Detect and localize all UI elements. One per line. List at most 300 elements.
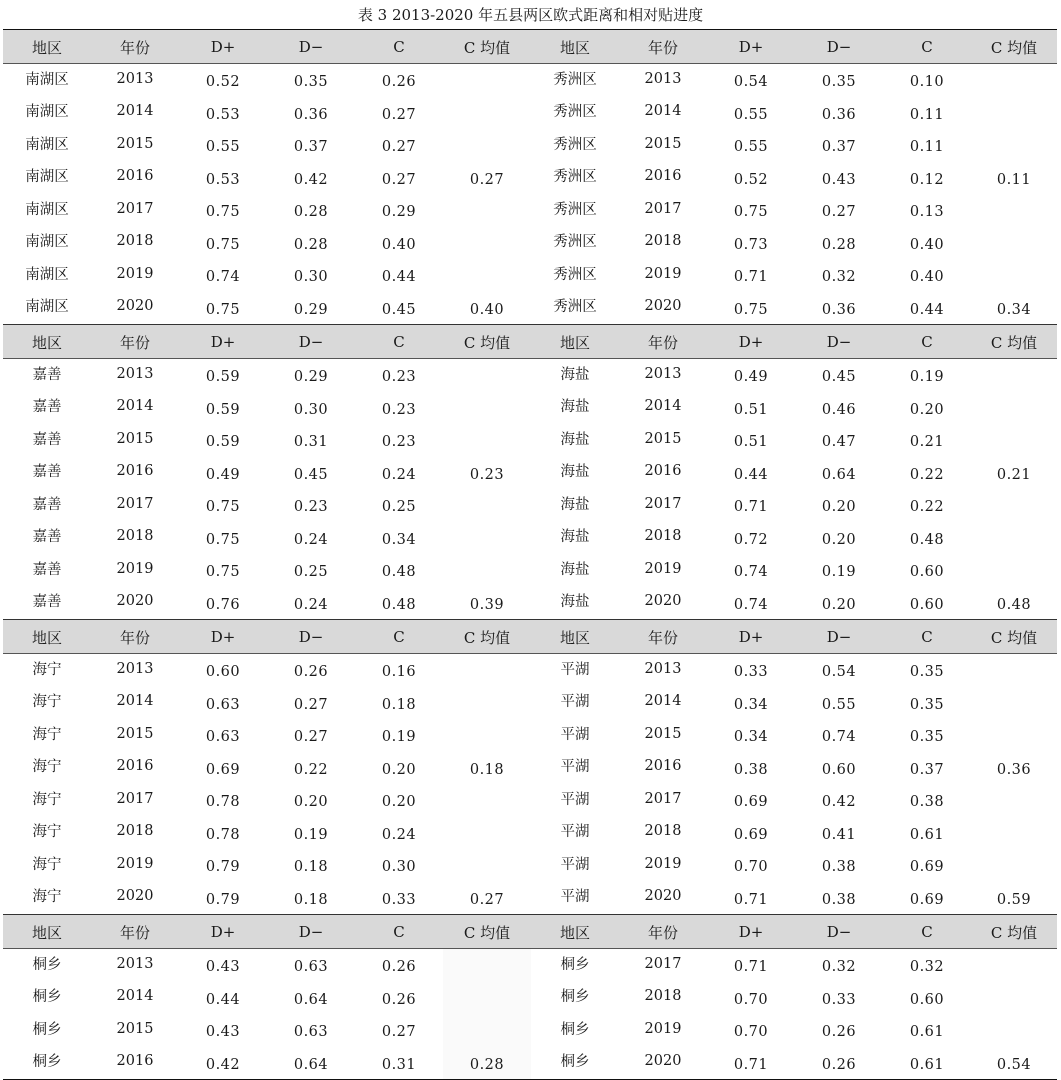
header-c: C [393,38,405,56]
region-cell: 南湖区 [25,266,69,283]
region-cell: 桐乡 [32,989,62,1006]
year-cell: 2018 [116,823,154,840]
d-plus-cell: 0.59 [205,401,241,418]
c-cell: 0.23 [381,401,417,418]
d-minus-cell: 0.64 [293,991,329,1008]
c-avg-cell [971,359,1057,392]
header-d-plus: D+ [738,333,764,351]
year-cell: 2020 [644,593,682,610]
c-avg-cell [971,687,1057,720]
header-d-plus: D+ [210,38,236,56]
region-cell: 平湖 [560,791,590,808]
c-avg-cell [443,982,531,1015]
d-plus-cell: 0.59 [205,434,241,451]
c-avg-cell [971,949,1057,982]
c-cell: 0.30 [381,859,417,876]
region-cell: 海盐 [560,366,590,383]
table-row [3,129,1057,162]
d-plus-cell: 0.70 [733,991,769,1008]
d-minus-cell: 0.18 [293,859,329,876]
header-region: 地区 [559,628,590,647]
region-cell: 南湖区 [25,201,69,218]
region-cell: 海盐 [560,529,590,546]
d-plus-cell: 0.63 [205,729,241,746]
region-cell: 桐乡 [32,1054,62,1071]
d-minus-cell: 0.22 [293,761,329,778]
year-cell: 2019 [644,560,682,577]
region-cell: 海盐 [560,431,590,448]
year-cell: 2017 [116,790,154,807]
c-avg-cell: 0.54 [996,1056,1032,1073]
table-row [3,489,1057,522]
year-cell: 2014 [116,398,154,415]
year-cell: 2020 [116,298,154,315]
c-avg-cell [443,489,531,522]
header-d-minus: D− [298,333,324,351]
d-plus-cell: 0.69 [205,761,241,778]
c-cell: 0.69 [909,859,945,876]
table-row [3,752,1057,785]
header-c: C [921,628,933,646]
c-avg-cell [971,982,1057,1015]
c-cell: 0.44 [381,269,417,286]
d-minus-cell: 0.26 [293,664,329,681]
header-d-plus: D+ [738,923,764,941]
c-cell: 0.33 [381,891,417,908]
table-row [3,97,1057,130]
table-row [3,227,1057,260]
c-cell: 0.60 [909,564,945,581]
d-minus-cell: 0.23 [293,499,329,516]
header-c-avg: C 均值 [990,628,1038,647]
region-cell: 秀洲区 [553,136,597,153]
d-minus-cell: 0.29 [293,301,329,318]
d-minus-cell: 0.35 [293,74,329,91]
year-cell: 2013 [644,365,682,382]
year-cell: 2019 [644,265,682,282]
table-row [3,162,1057,195]
region-cell: 海盐 [560,399,590,416]
table-row [3,982,1057,1015]
year-cell: 2017 [644,955,682,972]
c-avg-cell [971,97,1057,130]
c-cell: 0.31 [381,1056,417,1073]
year-cell: 2014 [116,988,154,1005]
year-cell: 2016 [116,168,154,185]
d-minus-cell: 0.28 [821,236,857,253]
d-minus-cell: 0.19 [293,826,329,843]
c-cell: 0.16 [381,664,417,681]
table-row [3,654,1057,687]
header-year: 年份 [119,923,150,942]
header-c: C [921,923,933,941]
header-d-plus: D+ [738,38,764,56]
d-minus-cell: 0.37 [821,139,857,156]
year-cell: 2015 [644,135,682,152]
table-row [3,1014,1057,1047]
d-minus-cell: 0.55 [821,696,857,713]
year-cell: 2018 [644,823,682,840]
d-minus-cell: 0.32 [821,269,857,286]
year-cell: 2016 [116,758,154,775]
c-avg-cell [443,227,531,260]
c-cell: 0.48 [909,531,945,548]
d-plus-cell: 0.75 [205,204,241,221]
c-cell: 0.19 [909,369,945,386]
header-region: 地区 [559,38,590,57]
table-row [3,719,1057,752]
d-minus-cell: 0.37 [293,139,329,156]
d-minus-cell: 0.38 [821,891,857,908]
d-minus-cell: 0.64 [293,1056,329,1073]
c-cell: 0.12 [909,171,945,188]
table-row [3,587,1057,620]
header-d-minus: D− [298,628,324,646]
d-minus-cell: 0.27 [293,696,329,713]
c-cell: 0.61 [909,1024,945,1041]
c-cell: 0.69 [909,891,945,908]
region-cell: 秀洲区 [553,169,597,186]
d-plus-cell: 0.43 [205,1024,241,1041]
c-cell: 0.13 [909,204,945,221]
table-row [3,554,1057,587]
c-avg-cell: 0.59 [996,891,1032,908]
d-plus-cell: 0.71 [733,269,769,286]
d-plus-cell: 0.75 [205,564,241,581]
header-d-minus: D− [826,923,852,941]
d-plus-cell: 0.78 [205,826,241,843]
c-cell: 0.20 [909,401,945,418]
d-minus-cell: 0.45 [821,369,857,386]
c-avg-cell [971,654,1057,687]
d-minus-cell: 0.36 [821,106,857,123]
year-cell: 2017 [644,200,682,217]
d-plus-cell: 0.49 [205,466,241,483]
d-minus-cell: 0.63 [293,1024,329,1041]
year-cell: 2014 [644,398,682,415]
c-cell: 0.61 [909,826,945,843]
year-cell: 2016 [116,1053,154,1070]
header-d-minus: D− [298,923,324,941]
table-row [3,259,1057,292]
region-cell: 秀洲区 [553,104,597,121]
d-plus-cell: 0.49 [733,369,769,386]
year-cell: 2014 [644,693,682,710]
d-plus-cell: 0.79 [205,859,241,876]
region-cell: 平湖 [560,824,590,841]
header-c: C [393,923,405,941]
c-cell: 0.48 [381,596,417,613]
year-cell: 2015 [116,135,154,152]
region-cell: 桐乡 [560,1021,590,1038]
d-minus-cell: 0.64 [821,466,857,483]
d-plus-cell: 0.75 [733,204,769,221]
header-d-plus: D+ [210,923,236,941]
c-cell: 0.21 [909,434,945,451]
header-year: 年份 [647,333,678,352]
header-row [3,30,1057,64]
d-minus-cell: 0.42 [293,171,329,188]
region-cell: 海盐 [560,594,590,611]
c-cell: 0.44 [909,301,945,318]
c-cell: 0.40 [381,236,417,253]
c-cell: 0.61 [909,1056,945,1073]
c-avg-cell [443,424,531,457]
header-d-minus: D− [826,333,852,351]
year-cell: 2013 [116,365,154,382]
d-plus-cell: 0.52 [733,171,769,188]
region-cell: 海宁 [32,824,62,841]
header-row [3,620,1057,654]
table-section [3,30,1057,324]
year-cell: 2018 [116,233,154,250]
table-row [3,949,1057,982]
table-row [3,687,1057,720]
c-cell: 0.20 [381,761,417,778]
c-cell: 0.40 [909,269,945,286]
region-cell: 嘉善 [32,366,62,383]
c-avg-cell: 0.18 [469,761,505,778]
d-minus-cell: 0.27 [293,729,329,746]
year-cell: 2019 [644,855,682,872]
c-avg-cell [971,259,1057,292]
d-minus-cell: 0.20 [821,596,857,613]
year-cell: 2018 [644,233,682,250]
year-cell: 2019 [116,560,154,577]
c-cell: 0.27 [381,106,417,123]
c-cell: 0.35 [909,696,945,713]
c-avg-cell [971,719,1057,752]
region-cell: 平湖 [560,856,590,873]
region-cell: 海宁 [32,889,62,906]
d-minus-cell: 0.26 [821,1024,857,1041]
c-cell: 0.40 [909,236,945,253]
year-cell: 2020 [644,1053,682,1070]
region-cell: 嘉善 [32,399,62,416]
d-minus-cell: 0.63 [293,959,329,976]
d-plus-cell: 0.33 [733,664,769,681]
c-avg-cell [971,554,1057,587]
c-cell: 0.20 [381,794,417,811]
region-cell: 海宁 [32,759,62,776]
header-year: 年份 [647,38,678,57]
d-minus-cell: 0.32 [821,959,857,976]
c-avg-cell [443,129,531,162]
d-plus-cell: 0.69 [733,794,769,811]
region-cell: 南湖区 [25,234,69,251]
region-cell: 海宁 [32,694,62,711]
d-minus-cell: 0.38 [821,859,857,876]
d-minus-cell: 0.41 [821,826,857,843]
d-plus-cell: 0.75 [205,236,241,253]
c-cell: 0.10 [909,74,945,91]
header-d-minus: D− [298,38,324,56]
d-minus-cell: 0.60 [821,761,857,778]
c-cell: 0.11 [909,106,945,123]
header-year: 年份 [119,333,150,352]
year-cell: 2017 [116,495,154,512]
year-cell: 2019 [116,265,154,282]
d-minus-cell: 0.20 [821,531,857,548]
header-c-avg: C 均值 [463,333,511,352]
d-plus-cell: 0.70 [733,1024,769,1041]
year-cell: 2017 [116,200,154,217]
d-minus-cell: 0.18 [293,891,329,908]
d-minus-cell: 0.47 [821,434,857,451]
d-minus-cell: 0.35 [821,74,857,91]
c-cell: 0.23 [381,369,417,386]
d-minus-cell: 0.36 [293,106,329,123]
header-d-minus: D− [826,38,852,56]
c-avg-cell [443,719,531,752]
c-cell: 0.48 [381,564,417,581]
region-cell: 南湖区 [25,299,69,316]
d-minus-cell: 0.27 [821,204,857,221]
d-plus-cell: 0.79 [205,891,241,908]
d-minus-cell: 0.28 [293,236,329,253]
header-c-avg: C 均值 [990,923,1038,942]
d-plus-cell: 0.53 [205,171,241,188]
header-c: C [393,333,405,351]
d-plus-cell: 0.75 [733,301,769,318]
year-cell: 2020 [116,593,154,610]
year-cell: 2015 [116,725,154,742]
header-c-avg: C 均值 [990,38,1038,57]
year-cell: 2016 [116,463,154,480]
table-row [3,457,1057,490]
d-plus-cell: 0.55 [733,106,769,123]
c-avg-cell [443,687,531,720]
region-cell: 平湖 [560,726,590,743]
d-plus-cell: 0.74 [205,269,241,286]
table-row [3,522,1057,555]
c-cell: 0.26 [381,991,417,1008]
c-cell: 0.27 [381,171,417,188]
table-caption: 表 3 2013-2020 年五县两区欧式距离和相对贴进度 [357,6,704,24]
region-cell: 海宁 [32,856,62,873]
d-plus-cell: 0.38 [733,761,769,778]
d-plus-cell: 0.52 [205,74,241,91]
year-cell: 2015 [644,430,682,447]
c-avg-cell [443,1014,531,1047]
c-cell: 0.22 [909,499,945,516]
year-cell: 2019 [116,855,154,872]
region-cell: 平湖 [560,661,590,678]
year-cell: 2015 [116,1020,154,1037]
d-minus-cell: 0.46 [821,401,857,418]
c-avg-cell [443,817,531,850]
d-plus-cell: 0.71 [733,1056,769,1073]
d-plus-cell: 0.75 [205,531,241,548]
d-plus-cell: 0.60 [205,664,241,681]
c-cell: 0.37 [909,761,945,778]
region-cell: 桐乡 [560,956,590,973]
header-row [3,325,1057,359]
table-row [3,194,1057,227]
d-minus-cell: 0.36 [821,301,857,318]
c-cell: 0.34 [381,531,417,548]
d-plus-cell: 0.69 [733,826,769,843]
d-minus-cell: 0.31 [293,434,329,451]
d-plus-cell: 0.78 [205,794,241,811]
table-row [3,392,1057,425]
d-plus-cell: 0.51 [733,401,769,418]
region-cell: 嘉善 [32,529,62,546]
c-cell: 0.18 [381,696,417,713]
c-avg-cell: 0.39 [469,596,505,613]
c-avg-cell [443,359,531,392]
table-row [3,784,1057,817]
c-avg-cell [971,784,1057,817]
table-row [3,424,1057,457]
year-cell: 2014 [644,103,682,120]
region-cell: 南湖区 [25,71,69,88]
region-cell: 桐乡 [560,989,590,1006]
region-cell: 嘉善 [32,464,62,481]
d-minus-cell: 0.33 [821,991,857,1008]
c-avg-cell [971,1014,1057,1047]
header-region: 地区 [559,333,590,352]
d-plus-cell: 0.71 [733,891,769,908]
d-minus-cell: 0.29 [293,369,329,386]
year-cell: 2020 [644,888,682,905]
region-cell: 海盐 [560,561,590,578]
region-cell: 嘉善 [32,594,62,611]
region-cell: 海宁 [32,726,62,743]
region-cell: 平湖 [560,694,590,711]
header-region: 地区 [559,923,590,942]
d-plus-cell: 0.70 [733,859,769,876]
header-region: 地区 [31,923,62,942]
region-cell: 海盐 [560,496,590,513]
c-avg-cell: 0.48 [996,596,1032,613]
header-c: C [921,38,933,56]
region-cell: 嘉善 [32,496,62,513]
year-cell: 2013 [644,70,682,87]
d-plus-cell: 0.53 [205,106,241,123]
d-minus-cell: 0.20 [821,499,857,516]
c-avg-cell: 0.36 [996,761,1032,778]
year-cell: 2016 [644,463,682,480]
d-minus-cell: 0.24 [293,596,329,613]
d-plus-cell: 0.63 [205,696,241,713]
c-cell: 0.45 [381,301,417,318]
year-cell: 2013 [644,660,682,677]
region-cell: 平湖 [560,889,590,906]
region-cell: 平湖 [560,759,590,776]
region-cell: 南湖区 [25,169,69,186]
region-cell: 南湖区 [25,136,69,153]
d-minus-cell: 0.45 [293,466,329,483]
region-cell: 海盐 [560,464,590,481]
d-minus-cell: 0.28 [293,204,329,221]
header-year: 年份 [647,923,678,942]
c-cell: 0.27 [381,1024,417,1041]
c-cell: 0.26 [381,74,417,91]
d-minus-cell: 0.20 [293,794,329,811]
header-c: C [393,628,405,646]
year-cell: 2018 [644,528,682,545]
c-avg-cell [443,949,531,982]
c-cell: 0.19 [381,729,417,746]
header-region: 地区 [31,38,62,57]
d-plus-cell: 0.74 [733,596,769,613]
d-plus-cell: 0.71 [733,499,769,516]
d-plus-cell: 0.76 [205,596,241,613]
c-avg-cell [971,522,1057,555]
d-minus-cell: 0.54 [821,664,857,681]
year-cell: 2013 [116,660,154,677]
